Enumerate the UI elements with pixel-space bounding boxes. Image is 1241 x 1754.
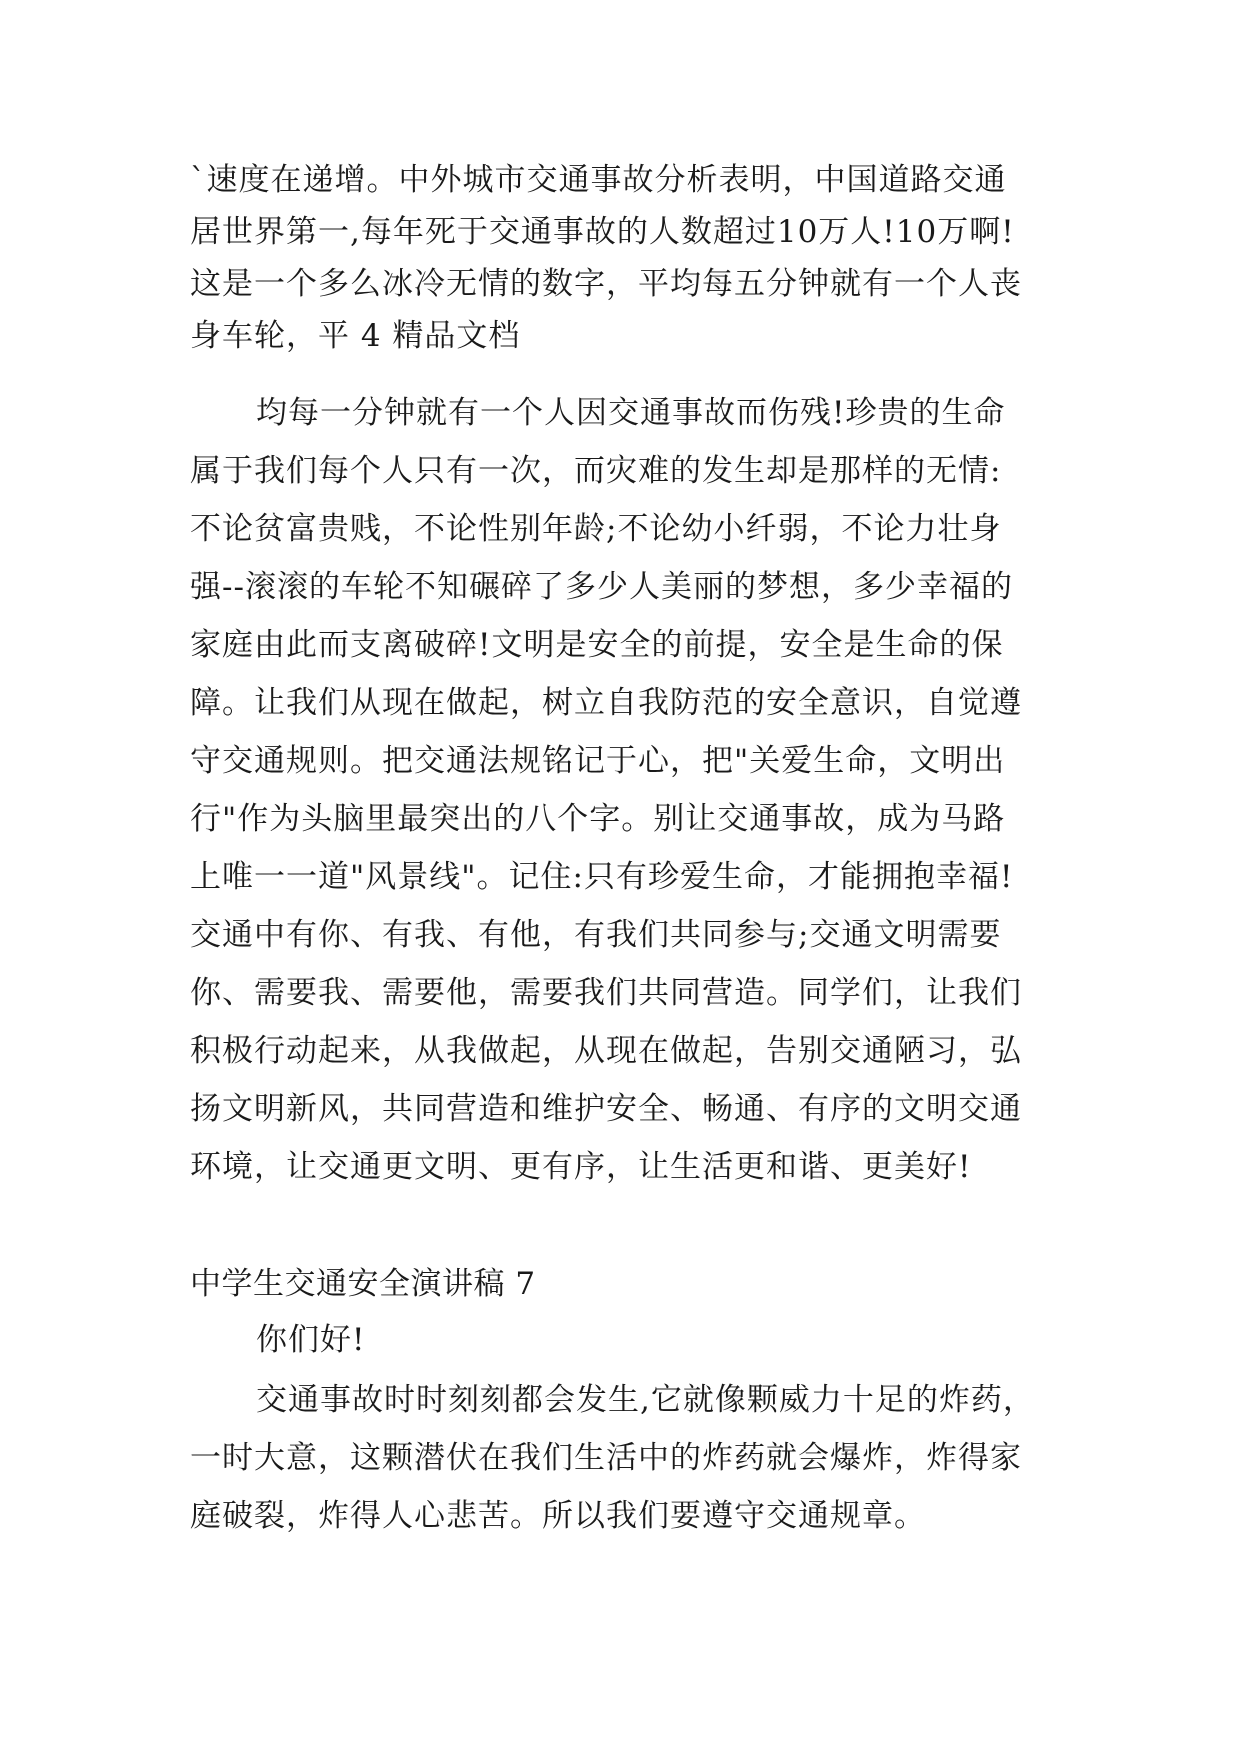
paragraph-2-line-4: 强--滚滚的车轮不知碾碎了多少人美丽的梦想，多少幸福的 (190, 569, 1013, 605)
paragraph-1-line-3: 这是一个多么冰冷无情的数字，平均每五分钟就有一个人丧 (190, 266, 1022, 302)
paragraph-2-line-7: 守交通规则。把交通法规铭记于心，把"关爱生命，文明出 (190, 743, 1006, 779)
paragraph-2-line-1: 均每一分钟就有一个人因交通事故而伤残!珍贵的生命 (256, 395, 1006, 431)
paragraph-2-line-12: 积极行动起来，从我做起，从现在做起，告别交通陋习，弘 (190, 1033, 1022, 1069)
paragraph-2-line-9: 上唯一一道"风景线"。记住:只有珍爱生命，才能拥抱幸福! (190, 859, 1014, 895)
paragraph-4-line-2: 一时大意，这颗潜伏在我们生活中的炸药就会爆炸，炸得家 (190, 1440, 1022, 1476)
paragraph-1-line-4: 身车轮，平 4 精品文档 (190, 318, 521, 354)
paragraph-2-line-10: 交通中有你、有我、有他，有我们共同参与;交通文明需要 (190, 917, 1002, 953)
greeting-line: 你们好! (256, 1322, 366, 1358)
paragraph-4-line-3: 庭破裂，炸得人心悲苦。所以我们要遵守交通规章。 (190, 1498, 926, 1534)
paragraph-2-line-2: 属于我们每个人只有一次，而灾难的发生却是那样的无情: (190, 453, 1002, 489)
paragraph-2-line-8: 行"作为头脑里最突出的八个字。别让交通事故，成为马路 (190, 801, 1006, 837)
paragraph-2-line-6: 障。让我们从现在做起，树立自我防范的安全意识，自觉遵 (190, 685, 1022, 721)
paragraph-1-line-2: 居世界第一,每年死于交通事故的人数超过10万人!10万啊! (190, 214, 1015, 250)
paragraph-2-line-3: 不论贫富贵贱，不论性别年龄;不论幼小纤弱，不论力壮身 (190, 511, 1002, 547)
paragraph-2-line-14: 环境，让交通更文明、更有序，让生活更和谐、更美好! (190, 1149, 972, 1185)
paragraph-2-line-5: 家庭由此而支离破碎!文明是安全的前提，安全是生命的保 (190, 627, 1004, 663)
section-title: 中学生交通安全演讲稿 7 (190, 1266, 536, 1302)
paragraph-2-line-13: 扬文明新风，共同营造和维护安全、畅通、有序的文明交通 (190, 1091, 1022, 1127)
paragraph-2-line-11: 你、需要我、需要他，需要我们共同营造。同学们，让我们 (190, 975, 1022, 1011)
paragraph-4-line-1: 交通事故时时刻刻都会发生,它就像颗威力十足的炸药， (256, 1382, 1035, 1418)
paragraph-1-line-1: `速度在递增。中外城市交通事故分析表明，中国道路交通 (190, 162, 1007, 198)
